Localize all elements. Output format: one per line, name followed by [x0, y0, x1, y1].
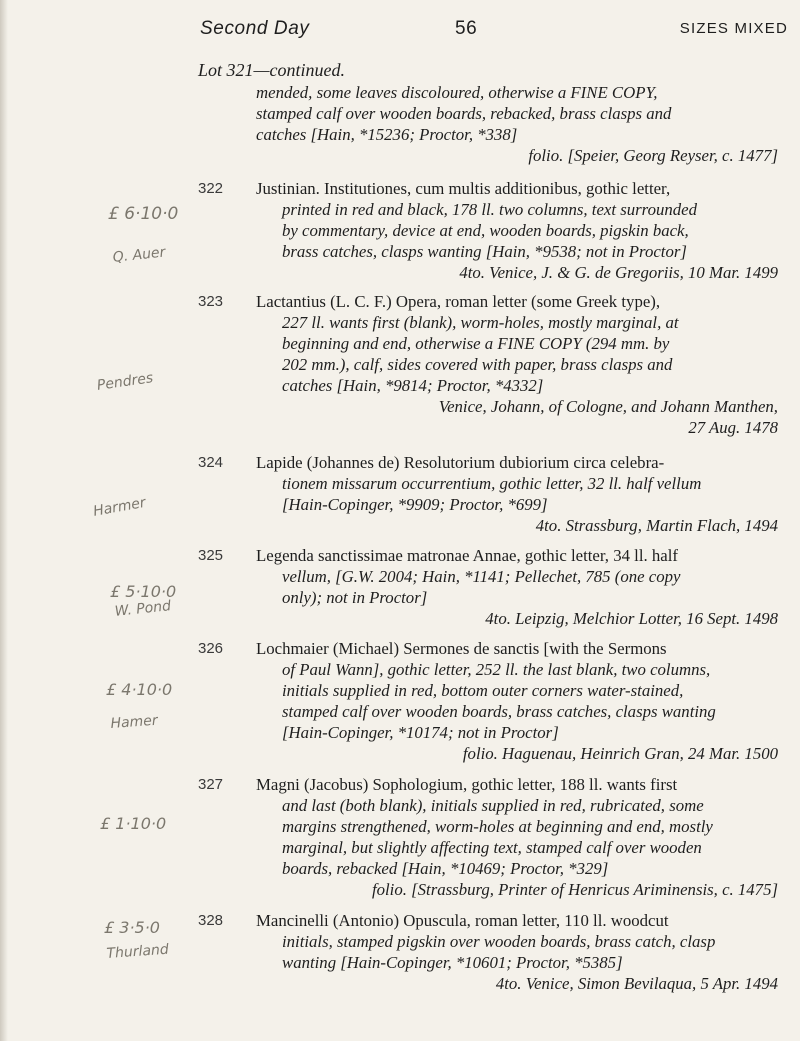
entry-line: vellum, [G.W. 2004; Hain, *1141; Pellechet, 785 (one copy: [282, 567, 681, 586]
entry-line: [Hain-Copinger, *9909; Proctor, *699]: [282, 495, 548, 514]
entry-line: Mancinelli (Antonio) Opuscula, roman letter, 110 ll. woodcut: [256, 911, 669, 930]
lot-323: [198, 291, 788, 438]
entry-line: Justinian. Institutiones, cum multis additionibus, gothic letter,: [256, 179, 671, 198]
entry-line: initials supplied in red, bottom outer corners water-stained,: [282, 681, 684, 700]
entry-imprint-date: 27 Aug. 1478: [688, 418, 778, 437]
entry-line: wanting [Hain-Copinger, *10601; Proctor, *5385]: [282, 953, 623, 972]
lot-number: 327: [198, 776, 224, 793]
lot-325: [198, 545, 788, 629]
margin-price-328: £ 3·5·0: [104, 918, 160, 937]
entry-line: initials, stamped pigskin over wooden boards, brass catch, clasp: [282, 932, 716, 951]
page-header: [200, 12, 790, 42]
entry-imprint: 4to. Venice, Simon Bevilaqua, 5 Apr. 1494: [495, 974, 778, 993]
entry-line: [Hain-Copinger, *10174; not in Proctor]: [282, 723, 559, 742]
margin-buyer-325: W. Pond: [114, 598, 172, 620]
lot-number: 325: [198, 547, 224, 564]
entry-imprint: folio. [Speier, Georg Reyser, c. 1477]: [528, 146, 778, 165]
entry-line: Lactantius (L. C. F.) Opera, roman letter (some Greek type),: [256, 292, 661, 311]
entry-line: marginal, but slightly affecting text, stamped calf over wooden: [282, 838, 702, 857]
entry-line: Magni (Jacobus) Sophologium, gothic letter, 188 ll. wants first: [256, 775, 678, 794]
header-day: Second Day: [200, 18, 310, 39]
margin-price-326: £ 4·10·0: [106, 680, 173, 699]
entry-line: by commentary, device at end, wooden boards, pigskin back,: [282, 221, 689, 240]
entry-line: boards, rebacked [Hain, *10469; Proctor, *329]: [282, 859, 609, 878]
entry-imprint: 4to. Venice, J. & G. de Gregoriis, 10 Mar. 1499: [459, 263, 778, 282]
lot-322: [198, 178, 788, 283]
entry-imprint: Venice, Johann, of Cologne, and Johann Manthen,: [438, 397, 778, 416]
lot-number: 328: [198, 912, 224, 929]
lot-continued-heading: Lot 321—continued.: [198, 60, 345, 80]
margin-buyer-328: Thurland: [106, 941, 170, 962]
entry-line: catches [Hain, *9814; Proctor, *4332]: [282, 376, 544, 395]
margin-price-327: £ 1·10·0: [100, 814, 167, 833]
entry-imprint: 4to. Strassburg, Martin Flach, 1494: [535, 516, 778, 535]
entry-line: Lochmaier (Michael) Sermones de sanctis [with the Sermons: [256, 639, 667, 658]
margin-buyer-324: Harmer: [92, 494, 147, 520]
entry-line: printed in red and black, 178 ll. two columns, text surrounded: [282, 200, 697, 219]
entry-line: 202 mm.), calf, sides covered with paper, brass clasps and: [282, 355, 673, 374]
entry-line: and last (both blank), initials supplied in red, rubricated, some: [282, 796, 704, 815]
margin-buyer-326: Hamer: [110, 712, 159, 732]
entry-imprint: folio. [Strassburg, Printer of Henricus Ariminensis, c. 1475]: [371, 880, 778, 899]
entry-line: stamped calf over wooden boards, rebacked, brass clasps and: [256, 104, 672, 123]
entry-line: beginning and end, otherwise a FINE COPY (294 mm. by: [282, 334, 670, 353]
lot-328: [198, 910, 788, 994]
margin-buyer-323: Pendres: [96, 370, 155, 394]
lot-number: 324: [198, 454, 224, 471]
entry-line: only); not in Proctor]: [282, 588, 428, 607]
entry-line: of Paul Wann], gothic letter, 252 ll. the last blank, two columns,: [282, 660, 711, 679]
entry-line: brass catches, clasps wanting [Hain, *9538; not in Proctor]: [282, 242, 687, 261]
header-section: SIZES MIXED: [679, 20, 788, 37]
page-edge-shadow: [0, 0, 8, 1041]
lot-327: [198, 774, 788, 900]
margin-price-322: £ 6·10·0: [108, 204, 179, 224]
entry-line: catches [Hain, *15236; Proctor, *338]: [256, 125, 518, 144]
entry-line: Legenda sanctissimae matronae Annae, gothic letter, 34 ll. half: [256, 546, 678, 565]
margin-buyer-322: Q. Auer: [112, 244, 167, 266]
entry-line: margins strengthened, worm-holes at beginning and end, mostly: [282, 817, 713, 836]
lot-326: [198, 638, 788, 764]
lot-number: 322: [198, 180, 224, 197]
entry-line: Lapide (Johannes de) Resolutorium dubiorium circa celebra-: [256, 453, 665, 472]
lot-321-continued: [198, 82, 788, 166]
entry-line: stamped calf over wooden boards, brass catches, clasps wanting: [282, 702, 716, 721]
lot-324: [198, 452, 788, 536]
page-number: 56: [455, 18, 478, 39]
entry-line: tionem missarum occurrentium, gothic letter, 32 ll. half vellum: [282, 474, 702, 493]
margin-price-325: £ 5·10·0: [110, 582, 177, 601]
entry-imprint: 4to. Leipzig, Melchior Lotter, 16 Sept. 1498: [485, 609, 778, 628]
lot-number: 326: [198, 640, 224, 657]
entry-imprint: folio. Haguenau, Heinrich Gran, 24 Mar. 1500: [462, 744, 778, 763]
entry-line: mended, some leaves discoloured, otherwise a FINE COPY,: [256, 83, 658, 102]
entry-line: 227 ll. wants first (blank), worm-holes, mostly marginal, at: [282, 313, 679, 332]
lot-number: 323: [198, 293, 224, 310]
